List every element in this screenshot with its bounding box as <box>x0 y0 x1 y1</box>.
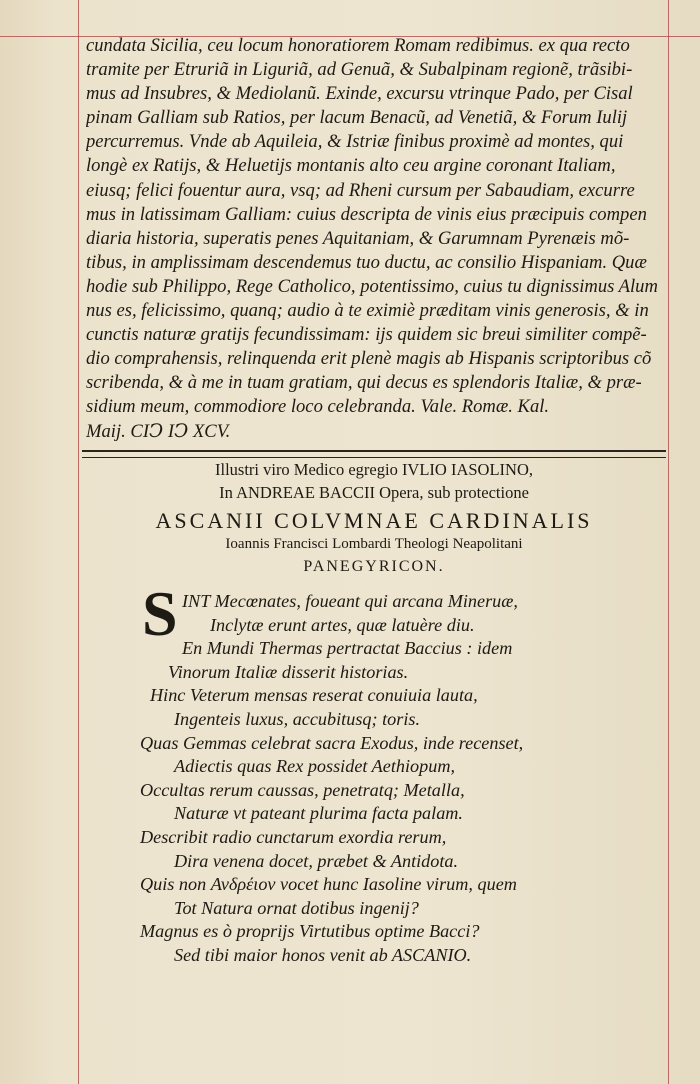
poem-line: Inclytæ erunt artes, quæ latuère diu. <box>210 614 475 635</box>
poem-line: Describit radio cunctarum exordia rerum, <box>140 826 447 847</box>
dedication-line: In ANDREAE BACCII Opera, sub protectione <box>219 483 529 502</box>
poem-line: Magnus es ò proprijs Virtutibus optime Bacci? <box>140 921 480 942</box>
poem-line: Hinc Veterum mensas reserat conuiuia lauta, <box>150 685 478 706</box>
poem-line: INT Mecœnates, foueant qui arcana Mineruæ, <box>182 591 518 611</box>
text-line: mus in latissimam Galliam: cuius descripta de vinis eius præcipuis compen <box>86 203 647 225</box>
dedication-line: Illustri viro Medico egregio IVLIO IASOLINO, <box>214 460 533 479</box>
author-line: Ioannis Francisci Lombardi Theologi Neapolitani <box>225 536 523 552</box>
text-line: eiusq; felici fouentur aura, vsq; ad Rheni cursum per Sabaudiam, excurre <box>86 179 635 201</box>
section-divider <box>82 450 666 458</box>
margin-rule-left <box>78 0 79 1084</box>
text-line: dio comprahensis, relinquenda erit plenè magis ab Hispanis scriptoribus cõ <box>86 348 652 370</box>
poem-line: Ingenteis luxus, accubitusq; toris. <box>174 708 421 729</box>
drop-cap: S <box>142 578 178 649</box>
text-line: percurremus. Vnde ab Aquileia, & Istriæ finibus proximè ad montes, qui <box>86 131 624 153</box>
text-line: scribenda, & à me in tuam gratiam, qui decus es splendoris Italiæ, & præ- <box>86 372 642 394</box>
text-line: Maij. CIↃ IↃ XCV. <box>86 420 231 442</box>
poem-line: Tot Natura ornat dotibus ingenij? <box>174 897 419 918</box>
cardinal-name: ASCANII COLVMNAE CARDINALIS <box>155 508 593 533</box>
text-line: hodie sub Philippo, Rege Catholico, potentissimo, cuius tu dignissimus Alum <box>86 275 658 297</box>
poem-line: En Mundi Thermas pertractat Baccius : idem <box>182 638 513 659</box>
poem-line: Quas Gemmas celebrat sacra Exodus, inde recenset, <box>140 732 524 753</box>
text-line: sidium meum, commodiore loco celebranda. Vale. Romæ. Kal. <box>86 396 550 418</box>
letter-text <box>86 34 674 444</box>
poem <box>140 590 680 968</box>
text-line: pinam Galliam sub Ratios, per lacum Benacũ, ad Venetiã, & Forum Iulij <box>86 107 628 129</box>
text-line: nus es, felicissimo, quanq; audio à te eximiè præditam vinis generosis, & in <box>86 300 649 322</box>
poem-line: Dira venena docet, præbet & Antidota. <box>174 850 459 871</box>
poem-line: Vinorum Italiæ disserit historias. <box>168 661 409 682</box>
text-line: cundata Sicilia, ceu locum honoratiorem Romam redibimus. ex qua recto <box>86 35 630 56</box>
text-line: tramite per Etruriã in Liguriã, ad Genuã, & Subalpinam regionẽ, trãsibi- <box>86 59 633 81</box>
poem-title: PANEGYRICON. <box>303 558 445 575</box>
poem-line: Occultas rerum caussas, penetratq; Metalla, <box>140 779 465 800</box>
text-line: tibus, in amplissimam descendemus tuo ductu, ac consilio Hispaniam. Quæ <box>86 251 647 273</box>
poem-line: Adiectis quas Rex possidet Aethiopum, <box>174 756 456 777</box>
poem-line: Naturæ vt pateant plurima facta palam. <box>174 803 463 824</box>
poem-line: Sed tibi maior honos venit ab ASCANIO. <box>174 944 472 965</box>
text-line: mus ad Insubres, & Mediolanũ. Exinde, excursu vtrinque Pado, per Cisal <box>86 83 633 105</box>
poem-line: Quis non Ανδρέιον vocet hunc Iasoline virum, quem <box>140 874 517 895</box>
text-line: longè ex Ratijs, & Heluetijs montanis alto ceu argine coronant Italiam, <box>86 155 616 177</box>
text-line: diaria historia, superatis penes Aquitaniam, & Garumnam Pyrenæis mõ- <box>86 227 630 249</box>
text-line: cunctis naturæ gratijs fecundissimam: ijs quidem sic breui similiter compẽ- <box>86 324 647 346</box>
